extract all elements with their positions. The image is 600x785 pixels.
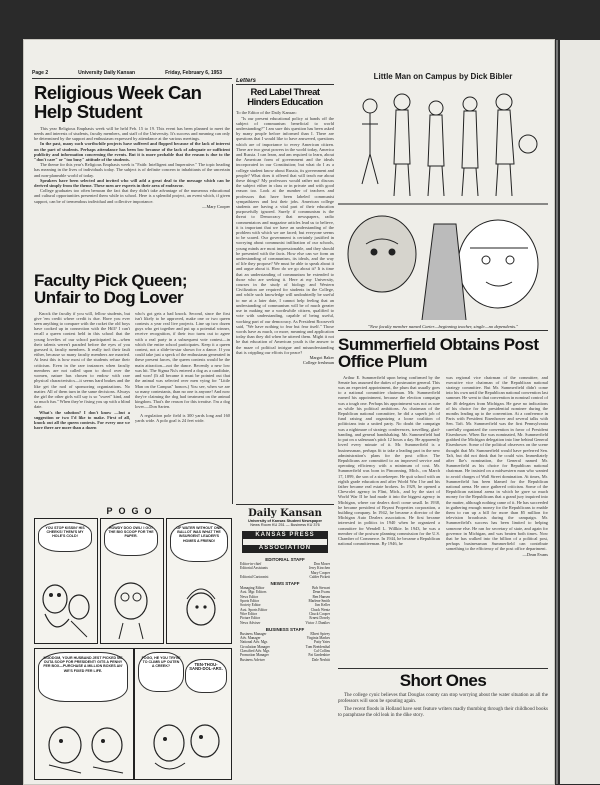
staff-heading: EDITORIAL STAFF xyxy=(265,557,305,562)
masthead-subtitle: University of Kansas Student Newspaper xyxy=(247,519,323,523)
staff-role: News Adviser xyxy=(240,620,261,625)
staff-person: Tom Breidenthal xyxy=(305,644,330,649)
editorial-headline: Summerfield Obtains Post Office Plum xyxy=(338,336,539,372)
press-association-line: ASSOCIATION xyxy=(243,545,327,552)
editorial-column: Knock the faculty if you will, fellow students, but give 'em credit where credit is due. Have you ever seen anything to compare with the racket the old boys have cooked up in connection with the Hill? I can't recall a queen contest held in this school that the young lovelies of our school participated in—when their talents weren't paraded before the eyes of you guessed it, faculty members. It really isn't their fault either, because so many faculty members are married. At least this is how most of the students refuse their criticism. Even in the rare instances when faculty members are not called upon to drool over the women, nature has chosen to endow with rare physical characteristics—it seems hard brakes and the like get the nod of sponsoring organizations. No matter. All of them turn in the same decisions. Always the girl the other girls will say is so "sweet" kind, and so much fun." When they're fixing you up with a blind date. xyxy=(34,310,130,410)
staff-role: Business Manager xyxy=(240,631,267,636)
pogo-character-drawing xyxy=(35,519,97,643)
editorial-summerfield xyxy=(338,336,548,666)
staff-person: Marlene Smith xyxy=(308,599,330,604)
staff-role: News Editor xyxy=(240,594,259,599)
short-item: The recent floods in Holland have sent feature writers madly thumbing through their childhood books to paraphrase the old leak in the dike story. xyxy=(338,707,548,719)
staff-person: Pat Gardenhire xyxy=(308,653,330,658)
staff-row xyxy=(240,658,330,662)
page-number: Page 2 xyxy=(32,70,49,76)
page-header xyxy=(32,70,222,76)
staff-person: Elbert Spivey xyxy=(310,631,330,636)
staff-person: Cal Collins xyxy=(313,649,330,654)
cartoon-byline: by Dick Bibler xyxy=(459,72,513,81)
staff-person: Ernest Dowdy xyxy=(309,616,330,621)
masthead-phone: News Room KU 251 — Business KU 376 xyxy=(250,523,320,527)
comic-title: POGO xyxy=(106,506,158,516)
editorial-staff-list xyxy=(236,562,334,579)
pogo-comic-strip xyxy=(34,506,230,782)
staff-person: Bob Stewart xyxy=(312,586,330,591)
editorial-paragraph: Speakers have been selected and invited who will add a great deal to the message which can be derived simply from the theme. These men are experts in their area of endeavor. xyxy=(34,177,230,188)
cartoon-title: Little Man on Campus xyxy=(373,72,457,81)
letter-salutation: To the Editor of the Daily Kansan: xyxy=(236,110,297,116)
letter-signature: Margot Baker xyxy=(309,354,334,360)
staff-person: Virginia Markes xyxy=(306,636,330,641)
masthead-title: Daily Kansan xyxy=(248,508,322,519)
staff-heading: NEWS STAFF xyxy=(270,581,300,587)
staff-person: Chuck Wentz xyxy=(310,607,330,612)
news-staff-list xyxy=(236,586,334,625)
letters-section xyxy=(236,78,334,506)
speech-balloon: FOGO, HE YOU TRYIN' TO CLIMB UP OUTEN A CREEK? xyxy=(138,652,184,692)
staff-role: Editor-in-chief xyxy=(240,562,262,566)
staff-person: Jerry Kirschen xyxy=(308,566,330,571)
editorial-signature: —Mary Cooper xyxy=(202,203,230,209)
editorial-paragraph: The theme for this year's Religious Emphasis week is "Faith: Intelligent and Imperative." The topic heading has meaning in the lives of individuals today. The subject is of definite concern to inhabitants of the uncertain and non-planeable world of today. xyxy=(34,162,230,178)
little-man-cartoon xyxy=(338,72,548,342)
comic-panel xyxy=(134,648,232,780)
editorial-paragraph: College graduates too often bemoan the fact that they didn't take advantage of the numerous educational and cultural opportunities presented them while in school. Here is a splendid project, an event which, if given support, can be of tremendous individual and collective importance. xyxy=(34,188,230,204)
press-association-line: KANSAS PRESS xyxy=(243,532,327,539)
character-drawing xyxy=(135,649,231,779)
editorial-paragraph: This year Religious Emphasis week will be held Feb. 15 to 19. This event has been planned to meet the needs and interests of students, faculty members, and staff of the University. It's success and meaning can only be determined by the support and enthusiasm expressed by attendance at the various meetings. xyxy=(34,125,230,142)
staff-role: Editorial Assistants xyxy=(240,566,268,571)
press-association-seal xyxy=(242,531,328,553)
staff-row xyxy=(240,575,330,579)
character-drawing xyxy=(35,649,133,779)
header-rule xyxy=(32,78,232,79)
letter-headline: Red Label Threat Hinders Education xyxy=(247,87,323,108)
cartoon-illustration xyxy=(338,84,548,320)
editorial-column: What's the solution? I don't know —but a suggestion or two I'd like to make. First of all, knock out all the queen contests. For every one we have there are more than a dozen xyxy=(34,409,130,431)
editorial-faculty-queen xyxy=(34,272,230,431)
comic-panel xyxy=(34,648,134,780)
editorial-column: was regional vice chairman of the committee, and executive vice chairman of the Republican national strategy committee. But Mr. Summerfield didn't come into his own until the Republican national convention last summer. He went to that convention in nominal control of the 46 delegates from Michigan. He gave no indications of his choice for the presidential nominee during the months leading up to the convention. At a conference in Paris with President Eisenhower and several talks with Sen. Taft. Mr. Summerfield was the first Pennsylvania carefully organized the convention in favor of President Eisenhower. When Ike was nominated, Mr. Summerfield grabbed the Michigan delegation into line behind General Eisenhower. Some of the political observers on the scene thought that Mr. Summerfield would have preferred Sen. Taft, but did not think that he could win. Immediately after Ike's nomination, the General named Mr. Summerfield as his choice for Republican national chairman. He insisted on a midwestern man who wanted to avoid charges of Wall Street domination. At times, Mr. Summerfield has been blamed for the Republican national arena. He once gathered criticism. Some of the Republican national arena in which he gave so much money for the Republicans that a grand jury inquired into the matter, although nothing came of it. He has succeeded in gathering enough money for the Republicans to enable them to run up a bill for more than $5 million for television broadcasts during the campaign. Mr. Summerfield's success has been limited to helping someone else. He ran for secretary of state, and again for governor in Michigan, and was beaten both times. Now that he has walked into the billion of a political post, perhaps businessman Summerfield can contribute something to the efficiency of the post office department. xyxy=(446,374,548,552)
editorial-religious-week xyxy=(34,84,230,209)
staff-role: Society Editor xyxy=(240,603,261,608)
editorial-headline: Faculty Pick Queen; Unfair to Dog Lover xyxy=(34,271,187,308)
staff-role: Adv. Manager xyxy=(240,636,261,641)
staff-role: Business Adviser xyxy=(240,657,265,662)
staff-person: Calder Pickett xyxy=(309,574,330,579)
masthead-box xyxy=(236,504,334,785)
issue-date: Friday, February 6, 1953 xyxy=(165,70,222,76)
staff-person: Dale Nesbitt xyxy=(311,657,330,662)
staff-role: Managing Editor xyxy=(240,586,265,591)
staff-person: Chuck Cooper xyxy=(309,611,330,616)
newspaper-page xyxy=(24,40,554,784)
section-label: Letters xyxy=(236,78,334,85)
staff-role: Asst. Mgr. Editors xyxy=(240,590,267,595)
short-ones-section xyxy=(338,672,548,719)
character-drawing xyxy=(167,519,231,643)
staff-role: Wire Editor xyxy=(240,611,257,616)
letter-signature-title: College freshman xyxy=(302,359,334,365)
adjacent-page-edge xyxy=(560,40,600,784)
business-staff-list xyxy=(236,632,334,662)
editorial-column: Arthur E. Summerfield upon being confirmed by the Senate has assumed the duties of postmaster general. This was an expected appointment, the plum that usually goes to a national committee chairman. Mr. Summerfield earned his appointment, because the election campaign was a tough one. Perhaps his appointment was not as sure as while his political ambitions. As chairman of the Republican national committee, he did a superb job of fund raising and organizing a loose coalition of politicians into a united party. No doubt the campaign was a nightmare of strategy conferences, travelling, glad-handing, and general handshaking. Mr. Summerfield had to put on a salesman's pitch 12 hours a day. He apparently loved every minute of it. Mr. Summerfield is a businessman, perhaps fit to take a leading part in the new administration's plans for the post office. The Republicans are committed to an improved service and operating efficiency with a minimum of cost. Mr. Summerfield was born in Pinconning, Mich., on March 17, 1899, the son of a storekeeper. He quit school with an eighth grade education and after World War I he and his father became real estate brokers. In 1929, he opened a Chevrolet agency in Flint, Mich., and by the start of World War II he had made it into the biggest agency in Michigan, where car dealers don't come small. In 1938, he became president of Bryant Properties corporation, a building company. In 1942, he became a director of the Michigan Auto Dealers association. He first became interested in politics in 1940 when he organized a committee for Wendell L. Willkie. In 1943, he was a member of the postwar planning commission for the U.S. Chamber of Commerce. In 1944, he became a Republican national committeeman. By 1946, he xyxy=(338,374,440,547)
staff-role: Editorial Cartoonist xyxy=(240,574,269,579)
section-rule xyxy=(338,668,548,669)
comic-panel xyxy=(100,518,164,644)
cartoon-caption: "New faculty member named Carter—beginning teacher, single—no dependents." xyxy=(367,324,519,329)
speech-balloon: TEN-THOU-SAND-DOL-ARS. xyxy=(185,659,227,693)
staff-heading: BUSINESS STAFF xyxy=(265,626,305,632)
editorial-paragraph: In the past, many such worthwhile projects have suffered and flopped because of the lack of interest on the part of students. Perhaps attendance has been low because of the lack of adequate or sufficient publicity and information concerning the events. But it is more probable that the reason is due to the "don't care" or "too busy" attitude of the students. xyxy=(34,141,230,162)
speech-balloon: MODDOM, YOUR HUSBAND JEST PICKED ME OUTA SOOP FOR PRESIDENT! GITS A PENNY FER BOX—PURCHASE A MILLION BOXES AN' WE'S FIXED FER LIFE. xyxy=(38,652,128,702)
comic-panel xyxy=(34,518,98,644)
page-fold-shadow xyxy=(556,40,558,784)
speech-balloon: HOWDY DOO OWL! I GOT THE BIG SCOOP FOR THE PAPER. xyxy=(104,522,158,556)
section-rule xyxy=(338,330,548,331)
owl-character-drawing xyxy=(101,519,163,643)
staff-person: Victor J. Danilov xyxy=(305,620,330,625)
editorial-signature: —Dean Evans xyxy=(522,551,548,557)
staff-person: Ben Hansen xyxy=(312,594,330,599)
speech-balloon: OF WATER WITHOUT ONE BALLOT WAS WHAT THE INSURGENT LEADER'S HOMES A FRIEND! xyxy=(170,522,228,562)
staff-person: Mary Cooper xyxy=(310,570,330,575)
staff-role: Promotion Manager xyxy=(240,653,269,658)
staff-role: Asst. Sports Editor xyxy=(240,607,268,612)
short-item: The college cynic believes that Douglas county can stop worrying about the water situation as all the professors will soon be spouting again. xyxy=(338,693,548,705)
letter-body: "Is our present educational policy at hands off the subject of communism beneficial to world understanding?" I am sure this question has been asked by many people before informed than I. There are questions that I would like to have answered, questions which are of importance to every American citizen. There are two great powers in the world today, America and Russia. I can learn, and am required to learn, about the American form of government and the ideals incorporated in our Constitution; but what do I as a college student know about Russia, its government and people? What does it offered that will teach me about these things? My professors would rather not discuss the subject either in class or in private and with good reason too. Look at the number of teachers and professors that have been labeled communist sympathizers and lost their jobs. American college students are having a vital part of their education purposefully ignored. Surely if communism is the threat to Democracy that newspapers, radio commentators and magazine articles lead us to believe, it is important that we have an understanding of the problem with which we are faced; but everyone seems to be scared. Our government is certainly justified in worrying about communist infiltration of our schools, young minds are most impressionable, and they should be presented with the facts. How else can we form an understanding of communism, its ideals, and the way of life they propose? We must be able to speak about it and argue about it. How do we go about it? It is time that an understanding of communism be extended to those who are seeking it. Here at my University, courses in the study of biology and Western Civilization are required for students in the College, and while such knowledge will undoubtedly be useful to me at a later date, I cannot help feeling that an understanding of communism will be of much greater use in making me a worthwhile citizen, qualified to vote with understanding, capable of being useful, working part of our democracy. As President Roosevelt said, "We have nothing to fear but fear itself." Those words have as much, or more, meaning and application today than they did when he uttered them. Might it not be that education of American youth is the answer to the maze of political intrigue and misunderstanding that is crippling our efforts for peace? xyxy=(236,115,334,355)
staff-person: Patty Yates xyxy=(314,640,330,645)
staff-role: National Adv. Mgr. xyxy=(240,640,268,645)
staff-person: Jim Keller xyxy=(314,603,330,608)
editorial-column: who's got gets a bad knock. Second, since the first isn't likely to be approved, make one or two queen contests a year real live projects. Line up two dozen guys who get together and put up a potential winner, receive recognition, if their two turns out to agree with a real party in a subsequent vote contest—in which the entire school participates. Keep it a queen contest, not a slide-in-star shown for a dance. If you could take just a speck of the enthusiasm generated in these present farces, the queen contests would be the main attraction—not the dance. Recently a new low was hit. The Sigma Nu's entered a dog as a candidate, and won! (It all became it must be pointed out that the animal was selected over men vying for "Little Man on the Campus" honors.) You see, when we are so many contestants, than no one is anyone! And now they're claiming the dog had treatment on the animal kingdom. That's the reason for this treatise. I'm a dog lover.—Don Sarten. xyxy=(135,310,230,410)
staff-role: Circulation Manager xyxy=(240,644,270,649)
paper-name: University Daily Kansan xyxy=(78,70,136,76)
short-ones-headline: Short Ones xyxy=(399,671,487,690)
cartoon-title-row xyxy=(338,72,548,81)
staff-role: Classified Adv. Mgr. xyxy=(240,649,270,654)
comic-panel xyxy=(166,518,232,644)
staff-row xyxy=(240,621,330,625)
filler-note: A regulation pole field is 300 yards long and 160 yards wide. A polo goal is 24 feet wide. xyxy=(135,412,230,423)
speech-balloon: YOU STOP KISSIN' HIS CHEEKS! THEM'S MY HOLE'S COLD! xyxy=(38,522,92,552)
editorial-headline: Religious Week Can Help Student xyxy=(34,82,202,122)
staff-person: Dean Evans xyxy=(312,590,330,595)
staff-role: Sports Editor xyxy=(240,599,260,604)
column-rule xyxy=(232,84,233,504)
staff-role: Picture Editor xyxy=(240,616,261,621)
staff-person: Don Moser xyxy=(313,562,330,566)
